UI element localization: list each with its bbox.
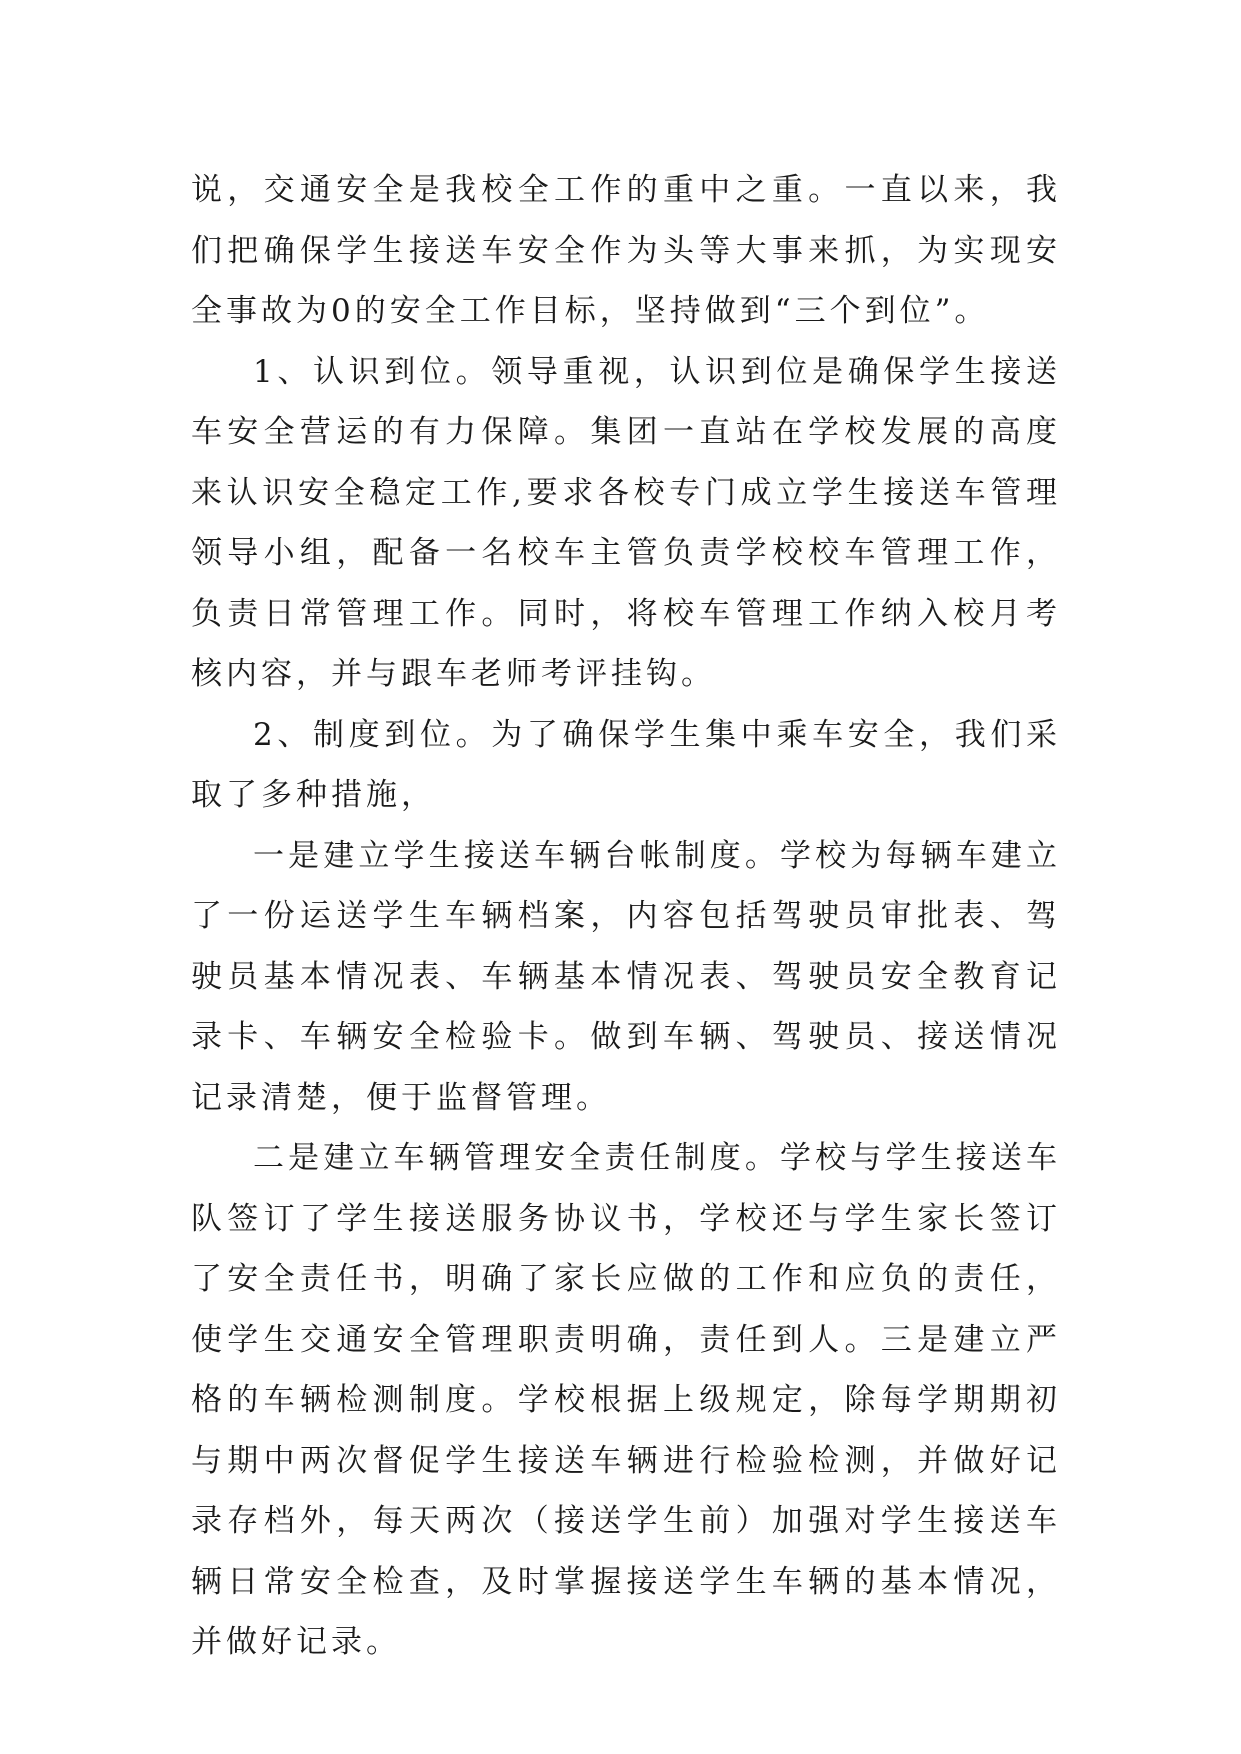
paragraph-1: 说，交通安全是我校全工作的重中之重。一直以来，我们把确保学生接送车安全作为头等大事来抓，为实现安全事故为0的安全工作目标，坚持做到“三个到位”。 xyxy=(191,172,1061,329)
paragraph-5: 二是建立车辆管理安全责任制度。学校与学生接送车队签订了学生接送服务协议书，学校还与学生家长签订了安全责任书，明确了家长应做的工作和应负的责任，使学生交通安全管理职责明确，责任到人。三是建立严格的车辆检测制度。学校根据上级规定，除每学期期初与期中两次督促学生接送车辆进行检验检测，并做好记录存档外，每天两次（接送学生前）加强对学生接送车辆日常安全检查，及时掌握接送学生车辆的基本情况，并做好记录。 xyxy=(191,1140,1061,1660)
paragraph-4: 一是建立学生接送车辆台帐制度。学校为每辆车建立了一份运送学生车辆档案，内容包括驾驶员审批表、驾驶员基本情况表、车辆基本情况表、驾驶员安全教育记录卡、车辆安全检验卡。做到车辆、驾驶员、接送情况记录清楚，便于监督管理。 xyxy=(191,837,1061,1116)
paragraph-3: 2、制度到位。为了确保学生集中乘车安全，我们采取了多种措施， xyxy=(191,716,1061,813)
document-body xyxy=(191,160,1061,1673)
paragraph-2: 1、认识到位。领导重视，认识到位是确保学生接送车安全营运的有力保障。集团一直站在学校发展的高度来认识安全稳定工作,要求各校专门成立学生接送车管理领导小组，配备一名校车主管负责学校校车管理工作，负责日常管理工作。同时，将校车管理工作纳入校月考核内容，并与跟车老师考评挂钩。 xyxy=(191,353,1061,692)
